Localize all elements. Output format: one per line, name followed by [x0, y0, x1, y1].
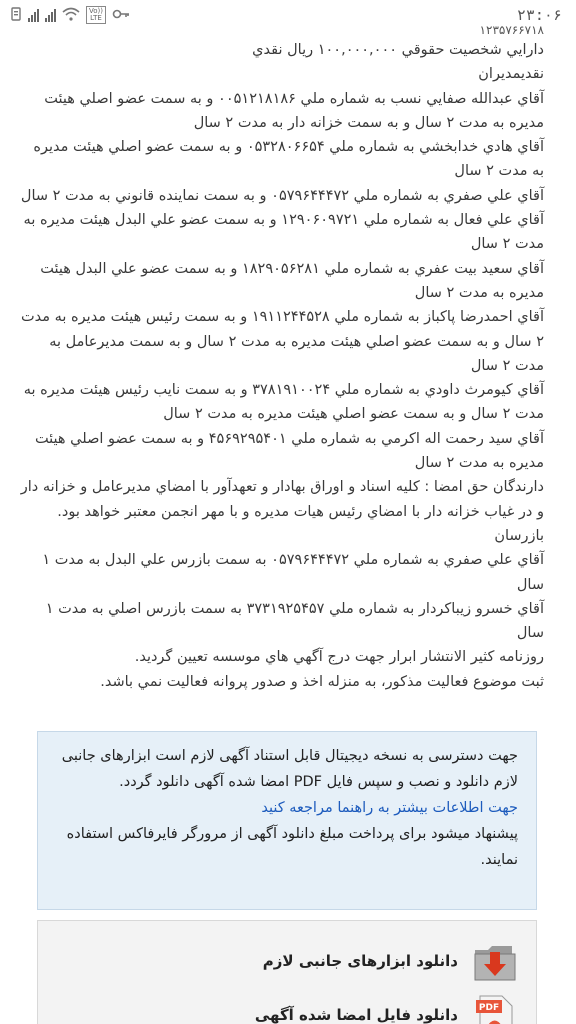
info-text: جهت دسترسی به نسخه دیجیتال قابل استناد آگهی لازم است ابزارهای جانبی لازم دانلود و نصب و سپس فایل PDF امضا شده آگهی دانلود گردد. [61, 748, 518, 790]
signal-icon [28, 9, 39, 22]
director-entry: آقاي علي صفري به شماره ملي ۰۵۷۹۶۴۴۴۷۲ و به سمت نماينده قانوني به مدت ۲ سال [20, 187, 544, 204]
director-entry: آقاي سعيد بيت عفري به شماره ملي ۱۸۲۹۰۵۶۲۸۱ و به سمت عضو علي البدل هيئت مديره به مدت ۲ سال [40, 260, 544, 301]
registration-number: ۱۲۳۵۷۶۶۷۱۸ [479, 23, 544, 37]
download-signed-pdf-label: دانلود فایل امضا شده آگهی [254, 1006, 458, 1024]
download-signed-pdf-button[interactable] [58, 985, 518, 1024]
director-entry: آقاي احمدرضا پاكباز به شماره ملي ۱۹۱۱۲۴۴۵۲۸ و به سمت رئيس هيئت مديره به مدت ۲ سال و به سمت عضو اصلي هيئت مديره به مدت ۲ سال و به سمت مديرعامل به مدت ۲ سال [21, 309, 544, 374]
disclaimer-line: ثبت موضوع فعاليت مذكور، به منزله اخذ و صدور پروانه فعاليت نمي باشد. [100, 673, 544, 690]
pdf-badge-label: PDF [478, 1003, 500, 1013]
announcement-text [0, 22, 576, 694]
capital-line: دارايي شخصيت حقوقي ۱۰۰,۰۰۰,۰۰۰ ريال نقدي [252, 42, 544, 58]
director-entry: آقاي كيومرث داودي به شماره ملي ۳۷۸۱۹۱۰۰۲۴ و به سمت نايب رئيس هيئت مديره به مدت ۲ سال و به سمت عضو اصلي هيئت مديره به مدت ۲ سال [23, 382, 544, 423]
status-time: ۲۳:۰۶ [516, 6, 562, 24]
downloads-panel [37, 920, 537, 1024]
pdf-file-icon [472, 992, 518, 1024]
key-icon [112, 8, 130, 23]
download-folder-icon [472, 938, 518, 984]
storage-icon [10, 7, 22, 24]
volte-top: Vo)) [89, 7, 103, 15]
inspector-entry: آقاي علي صفري به شماره ملي ۰۵۷۹۶۴۴۴۷۲ به سمت بازرس علي البدل به مدت ۱ سال [42, 552, 544, 593]
download-tools-label: دانلود ابزارهای جانبی لازم [262, 952, 458, 970]
director-entry: آقاي علي فعال به شماره ملي ۱۲۹۰۶۰۹۷۲۱ و به سمت عضو علي البدل هيئت مديره به مدت ۲ سال [23, 212, 544, 253]
guide-link[interactable]: جهت اطلاعات بیشتر به راهنما مراجعه کنید [261, 800, 518, 816]
info-box [37, 731, 537, 910]
director-entry: آقاي عبدالله صفايي نسب به شماره ملي ۰۰۵۱۲۱۸۱۸۶ و به سمت عضو اصلي هيئت مديره به مدت ۲ سال و به سمت خزانه دار به مدت ۲ سال [44, 90, 544, 131]
signatories-paragraph: دارندگان حق امضا : كليه اسناد و اوراق بهادار و تعهدآور با امضاي مديرعامل و خزانه دار و در غياب خزانه دار با امضاي رئيس هيات مديره و با مهر انجمن معتبر خواهد بود. [20, 479, 544, 520]
inspector-entry: آقاي خسرو زيباكردار به شماره ملي ۳۷۳۱۹۲۵۴۵۷ به سمت بازرس اصلي به مدت ۱ سال [45, 600, 544, 642]
signal-icon [45, 9, 56, 22]
inspectors-heading: بازرسان [494, 527, 544, 544]
director-entry: آقاي سيد رحمت اله اكرمي به شماره ملي ۴۵۶۹۲۹۵۴۰۱ و به سمت عضو اصلي هيئت مديره به مدت ۲ سال [34, 430, 544, 472]
directors-heading: نقديمديران [478, 66, 544, 83]
download-tools-button[interactable] [58, 931, 518, 991]
volte-bottom: LTE [90, 14, 102, 22]
firefox-note: پیشنهاد میشود برای پرداخت مبلغ دانلود آگهی از مرورگر فایرفاکس استفاده نمایند. [66, 826, 518, 868]
wifi-icon [62, 7, 80, 24]
director-entry: آقاي هادي خدابخشي به شماره ملي ۰۵۳۲۸۰۶۶۵۴ و به سمت عضو اصلي هيئت مديره به مدت ۲ سال [33, 139, 544, 180]
newspaper-line: روزنامه كثير الانتشار ابرار جهت درج آگهي هاي موسسه تعيين گرديد. [134, 649, 544, 666]
